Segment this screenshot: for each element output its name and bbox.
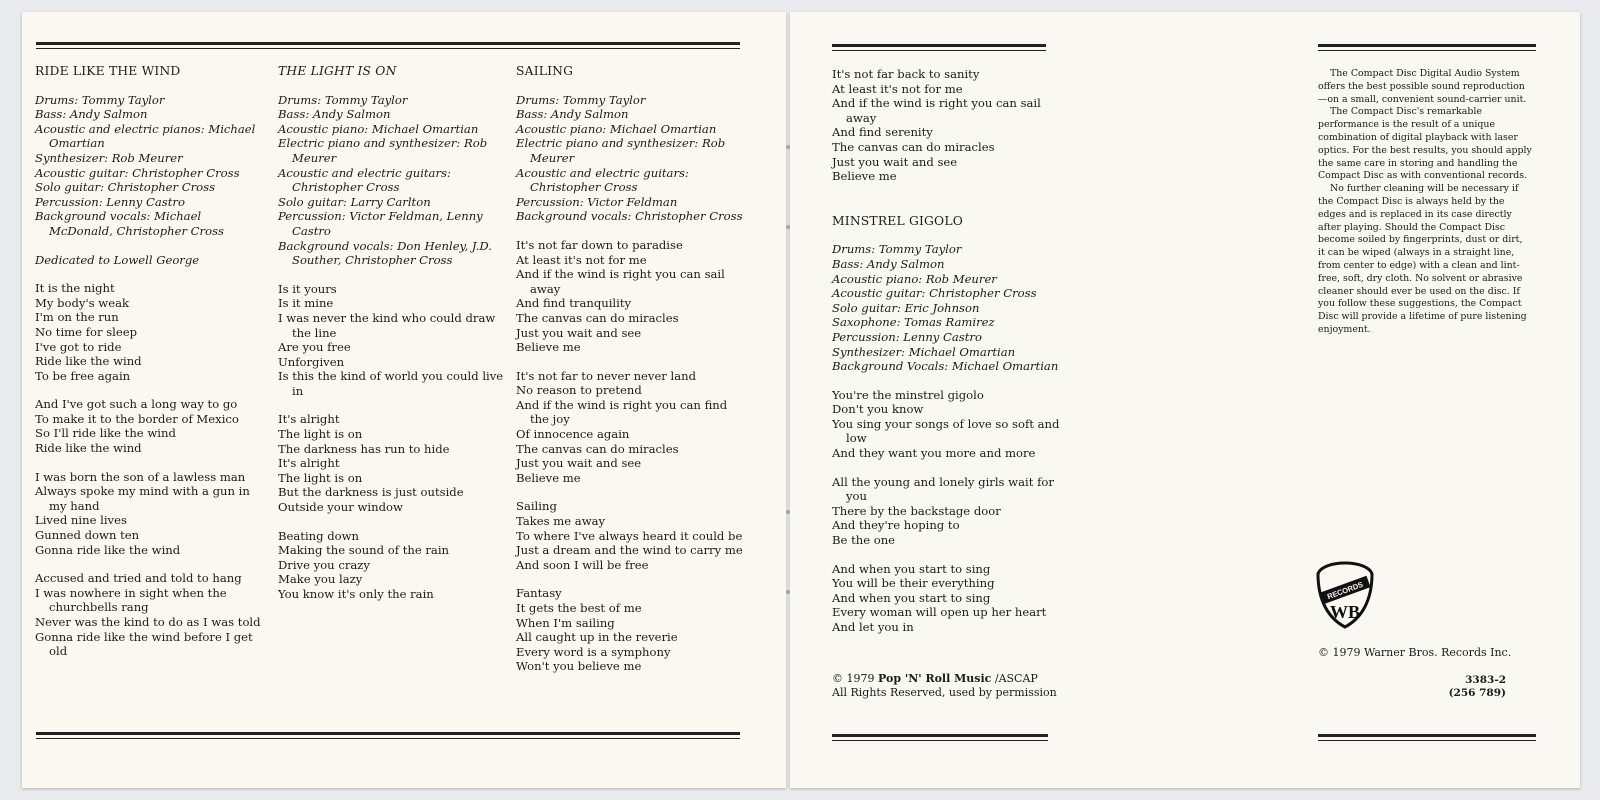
lyrics [516,238,746,674]
lyric-line: I've got to ride [35,339,122,354]
lyric-line: And if the wind is right you can sail away [516,267,725,296]
lyric-line: Just you wait and see [516,325,642,340]
credit-line: Acoustic piano: Michael Omartian [278,121,479,136]
lyric-line: And if the wind is right you can sail away [832,96,1041,125]
lyric-line: At least it's not for me [832,81,963,96]
lyric-line: Gunned down ten [35,528,140,543]
dedication: Dedicated to Lowell George [35,252,200,267]
lyric-line: Accused and tried and told to hang [35,571,242,586]
lyric-line: And when you start to sing [832,590,991,605]
lyric-line: Just you wait and see [516,456,642,471]
lyrics-column-right [832,67,1072,649]
lyric-line: Gonna ride like the wind [35,542,181,557]
credit-line: Synthesizer: Rob Meurer [35,150,183,165]
lyrics [832,388,1072,635]
credit-line: Bass: Andy Salmon [832,256,945,271]
stanza [35,470,265,558]
credit-line: Acoustic guitar: Christopher Cross [35,165,240,180]
lyric-line: You know it's only the rain [278,587,434,601]
lyric-line: I was born the son of a lawless man [35,469,246,484]
credit-line: Saxophone: Tomas Ramirez [832,315,995,330]
lyric-line: Just you wait and see [832,154,958,169]
lyric-line: My body's weak [35,295,130,310]
lyric-line: Making the sound of the rain [278,543,449,558]
stanza [278,529,508,602]
lyric-line: And I've got such a long way to go [35,397,238,412]
lyric-line: It's not far down to paradise [516,237,683,252]
left-page [22,12,786,788]
lyric-line: At least it's not for me [516,252,647,267]
lyric-line: But the darkness is just outside [278,485,464,500]
stanza [516,499,746,572]
lyric-line: I was never the kind who could draw the line [278,310,496,340]
credit-line: Synthesizer: Michael Omartian [832,344,1016,359]
credit-line: Drums: Tommy Taylor [278,92,408,107]
credit-line: Acoustic guitar: Christopher Cross [832,286,1037,301]
lyric-line: You sing your songs of love so soft and low [832,416,1060,446]
lyric-line: And find tranquility [516,296,632,311]
lyric-line: Don't you know [832,402,924,417]
credits-list [278,93,508,268]
publisher: Pop 'N' Roll Music [878,672,992,685]
stanza [516,586,746,674]
song-title: RIDE LIKE THE WIND [35,64,181,78]
song-title: MINSTREL GIGOLO [832,213,963,228]
lyric-line: When I'm sailing [516,615,615,630]
song-the-light-is-on [278,64,508,616]
publishing-credit [832,672,1072,700]
lyric-line: Every word is a symphony [516,644,671,659]
right-page [790,12,1580,788]
stanza [35,397,265,455]
lyric-line: Make you lazy [278,572,363,587]
catalog-alt: (256 789) [1448,687,1506,699]
credit-line: Background vocals: Don Henley, J.D. Souther, Christopher Cross [278,238,492,268]
lyric-line: Believe me [832,169,897,184]
lyric-line: Is it yours [278,281,337,296]
credit-line: Bass: Andy Salmon [516,107,629,122]
cd-notice-paragraph: No further cleaning will be necessary if the Compact Disc is always held by the edges and is replaced in its case directly after playing. Should the Compact Disc become soiled by fingerprints, dust or dirt, it can be wiped (always in a straight line, from center to edge) with a clean and lint-free, soft, dry cloth. No solvent or abrasive cleaner should ever be used on the disc. If you follow these suggestions, the Compact Disc will provide a lifetime of pure listening enjoyment. [1318,183,1527,335]
lyric-line: Is this the kind of world you could live in [278,369,504,398]
lyric-line: It is the night [35,281,115,296]
lyric-line: The canvas can do miracles [832,139,995,154]
stanza [832,475,1072,548]
credit-line: Drums: Tommy Taylor [35,92,165,107]
top-rule-right [1318,44,1536,51]
lyric-line: The darkness has run to hide [278,441,450,456]
lyric-line: Drive you crazy [278,557,370,572]
lyric-line: I'm on the run [35,310,119,325]
lyric-line: Ride like the wind [35,441,142,456]
lyric-line: And when you start to sing [832,561,991,576]
credit-line: Solo guitar: Larry Carlton [278,194,431,209]
label-copyright: © 1979 Warner Bros. Records Inc. [1318,646,1512,659]
lyric-line: Of innocence again [516,427,630,442]
lyric-line: Won't you believe me [516,659,642,674]
lyric-line: So I'll ride like the wind [35,426,176,441]
credit-line: Bass: Andy Salmon [278,107,391,122]
rights-notice: All Rights Reserved, used by permission [832,686,1057,699]
catalog-number: 3383-2 [1465,674,1506,686]
credit-line: Bass: Andy Salmon [35,107,148,122]
stanza [516,238,746,355]
credit-line: Background vocals: Michael McDonald, Christopher Cross [35,209,224,238]
lyric-line: Is it mine [278,296,334,311]
lyric-line: Always spoke my mind with a gun in my hand [35,484,250,513]
credit-line: Background vocals: Christopher Cross [516,209,743,224]
lyric-line: Fantasy [516,586,562,601]
credit-line: Acoustic and electric guitars: Christopher Cross [278,165,451,195]
lyric-line: The canvas can do miracles [516,310,679,325]
credits-list [832,242,1072,373]
song-ride-like-the-wind [35,64,265,673]
lyric-line: You will be their everything [832,576,995,591]
credit-line: Drums: Tommy Taylor [516,92,646,107]
credits-list [35,93,265,239]
lyric-line: The light is on [278,470,363,485]
stanza [516,369,746,486]
cd-notice-paragraph: The Compact Disc Digital Audio System offers the best possible sound reproduction—on a small, convenient sound-carrier unit. [1318,68,1527,105]
lyric-line: No time for sleep [35,324,138,339]
credits-list [516,93,746,224]
credit-line: Percussion: Lenny Castro [35,194,185,209]
stanza [278,282,508,399]
lyric-line: And if the wind is right you can find the joy [516,397,728,427]
copyright-prefix: © 1979 [832,672,875,685]
credit-line: Acoustic piano: Rob Meurer [832,271,997,286]
cd-notice-paragraph: The Compact Disc's remarkable performance is the result of a unique combination of digital playback with laser optics. For the best results, you should apply the same care in storing and handling the Compact Disc as with conventional records. [1318,106,1532,182]
credit-line: Acoustic and electric guitars: Christopher Cross [516,165,689,195]
lyric-line: Believe me [516,340,581,355]
song-title: THE LIGHT IS ON [278,64,397,78]
stanza [35,281,265,383]
society: /ASCAP [994,672,1038,685]
stanza [35,571,265,659]
lyric-line: The canvas can do miracles [516,441,679,456]
lyric-line: There by the backstage door [832,503,1001,518]
logo-letters: WB [1329,602,1361,622]
lyric-line: The light is on [278,427,363,442]
lyric-line: Lived nine lives [35,513,127,528]
top-rule [36,42,740,49]
lyric-line: Believe me [516,470,581,485]
lyric-line: It's alright [278,412,340,427]
song-title: SAILING [516,64,574,78]
lyric-line: And let you in [832,620,914,634]
catalog-info [1430,674,1506,700]
lyric-line: It's not far back to sanity [832,67,980,81]
credit-line: Electric piano and synthesizer: Rob Meurer [278,136,488,165]
cd-notice [1318,68,1532,337]
lyric-line: And they want you more and more [832,446,1036,461]
lyric-line: To make it to the border of Mexico [35,411,239,426]
bottom-rule-right [1318,734,1536,741]
credit-line: Percussion: Victor Feldman, Lenny Castro [278,209,483,238]
credit-line: Acoustic piano: Michael Omartian [516,121,717,136]
top-rule-left [832,44,1046,51]
lyric-line: Ride like the wind [35,354,142,369]
lyric-line: Takes me away [516,514,606,529]
lyric-line: All the young and lonely girls wait for you [832,474,1054,504]
lyric-line: To be free again [35,368,131,383]
logo-records-text: RECORDS [1326,579,1365,602]
credit-line: Electric piano and synthesizer: Rob Meurer [516,136,726,165]
credit-line: Background Vocals: Michael Omartian [832,359,1059,374]
song-sailing [516,64,746,688]
credit-line: Acoustic and electric pianos: Michael Omartian [35,121,256,151]
lyrics [278,282,508,602]
lyric-line: It's alright [278,456,340,471]
credit-line: Percussion: Victor Feldman [516,194,678,209]
lyric-line: To where I've always heard it could be [516,528,743,543]
stanza [832,562,1072,635]
lyric-line: Gonna ride like the wind before I get old [35,629,253,659]
lyric-line: And find serenity [832,125,933,140]
stanza [278,412,508,514]
lyric-line: Unforgiven [278,354,345,369]
lyric-line: Every woman will open up her heart [832,605,1047,620]
sailing-continued [832,67,1072,184]
lyric-line: Be the one [832,533,896,548]
lyrics [35,281,265,659]
lyric-line: You're the minstrel gigolo [832,387,984,402]
lyric-line: Are you free [278,340,351,355]
lyric-line: Never was the kind to do as I was told [35,615,261,629]
credit-line: Solo guitar: Eric Johnson [832,300,980,315]
credit-line: Drums: Tommy Taylor [832,242,962,257]
bottom-rule-left [832,734,1048,741]
lyric-line: I was nowhere in sight when the churchbells rang [35,585,227,615]
warner-bros-records-logo [1314,560,1376,630]
lyric-line: And they're hoping to [832,518,960,533]
credit-line: Percussion: Lenny Castro [832,329,982,344]
lyric-line: Sailing [516,499,557,514]
lyric-line: Just a dream and the wind to carry me [516,543,743,558]
credit-line: Solo guitar: Christopher Cross [35,180,216,195]
lyric-line: It's not far to never never land [516,368,697,383]
lyric-line: All caught up in the reverie [516,630,678,645]
lyric-line: No reason to pretend [516,383,642,398]
stanza [832,388,1072,461]
lyric-line: Beating down [278,528,360,543]
bottom-rule [36,732,740,739]
lyric-line: And soon I will be free [516,557,649,572]
lyric-line: Outside your window [278,500,403,515]
lyric-line: It gets the best of me [516,601,642,615]
